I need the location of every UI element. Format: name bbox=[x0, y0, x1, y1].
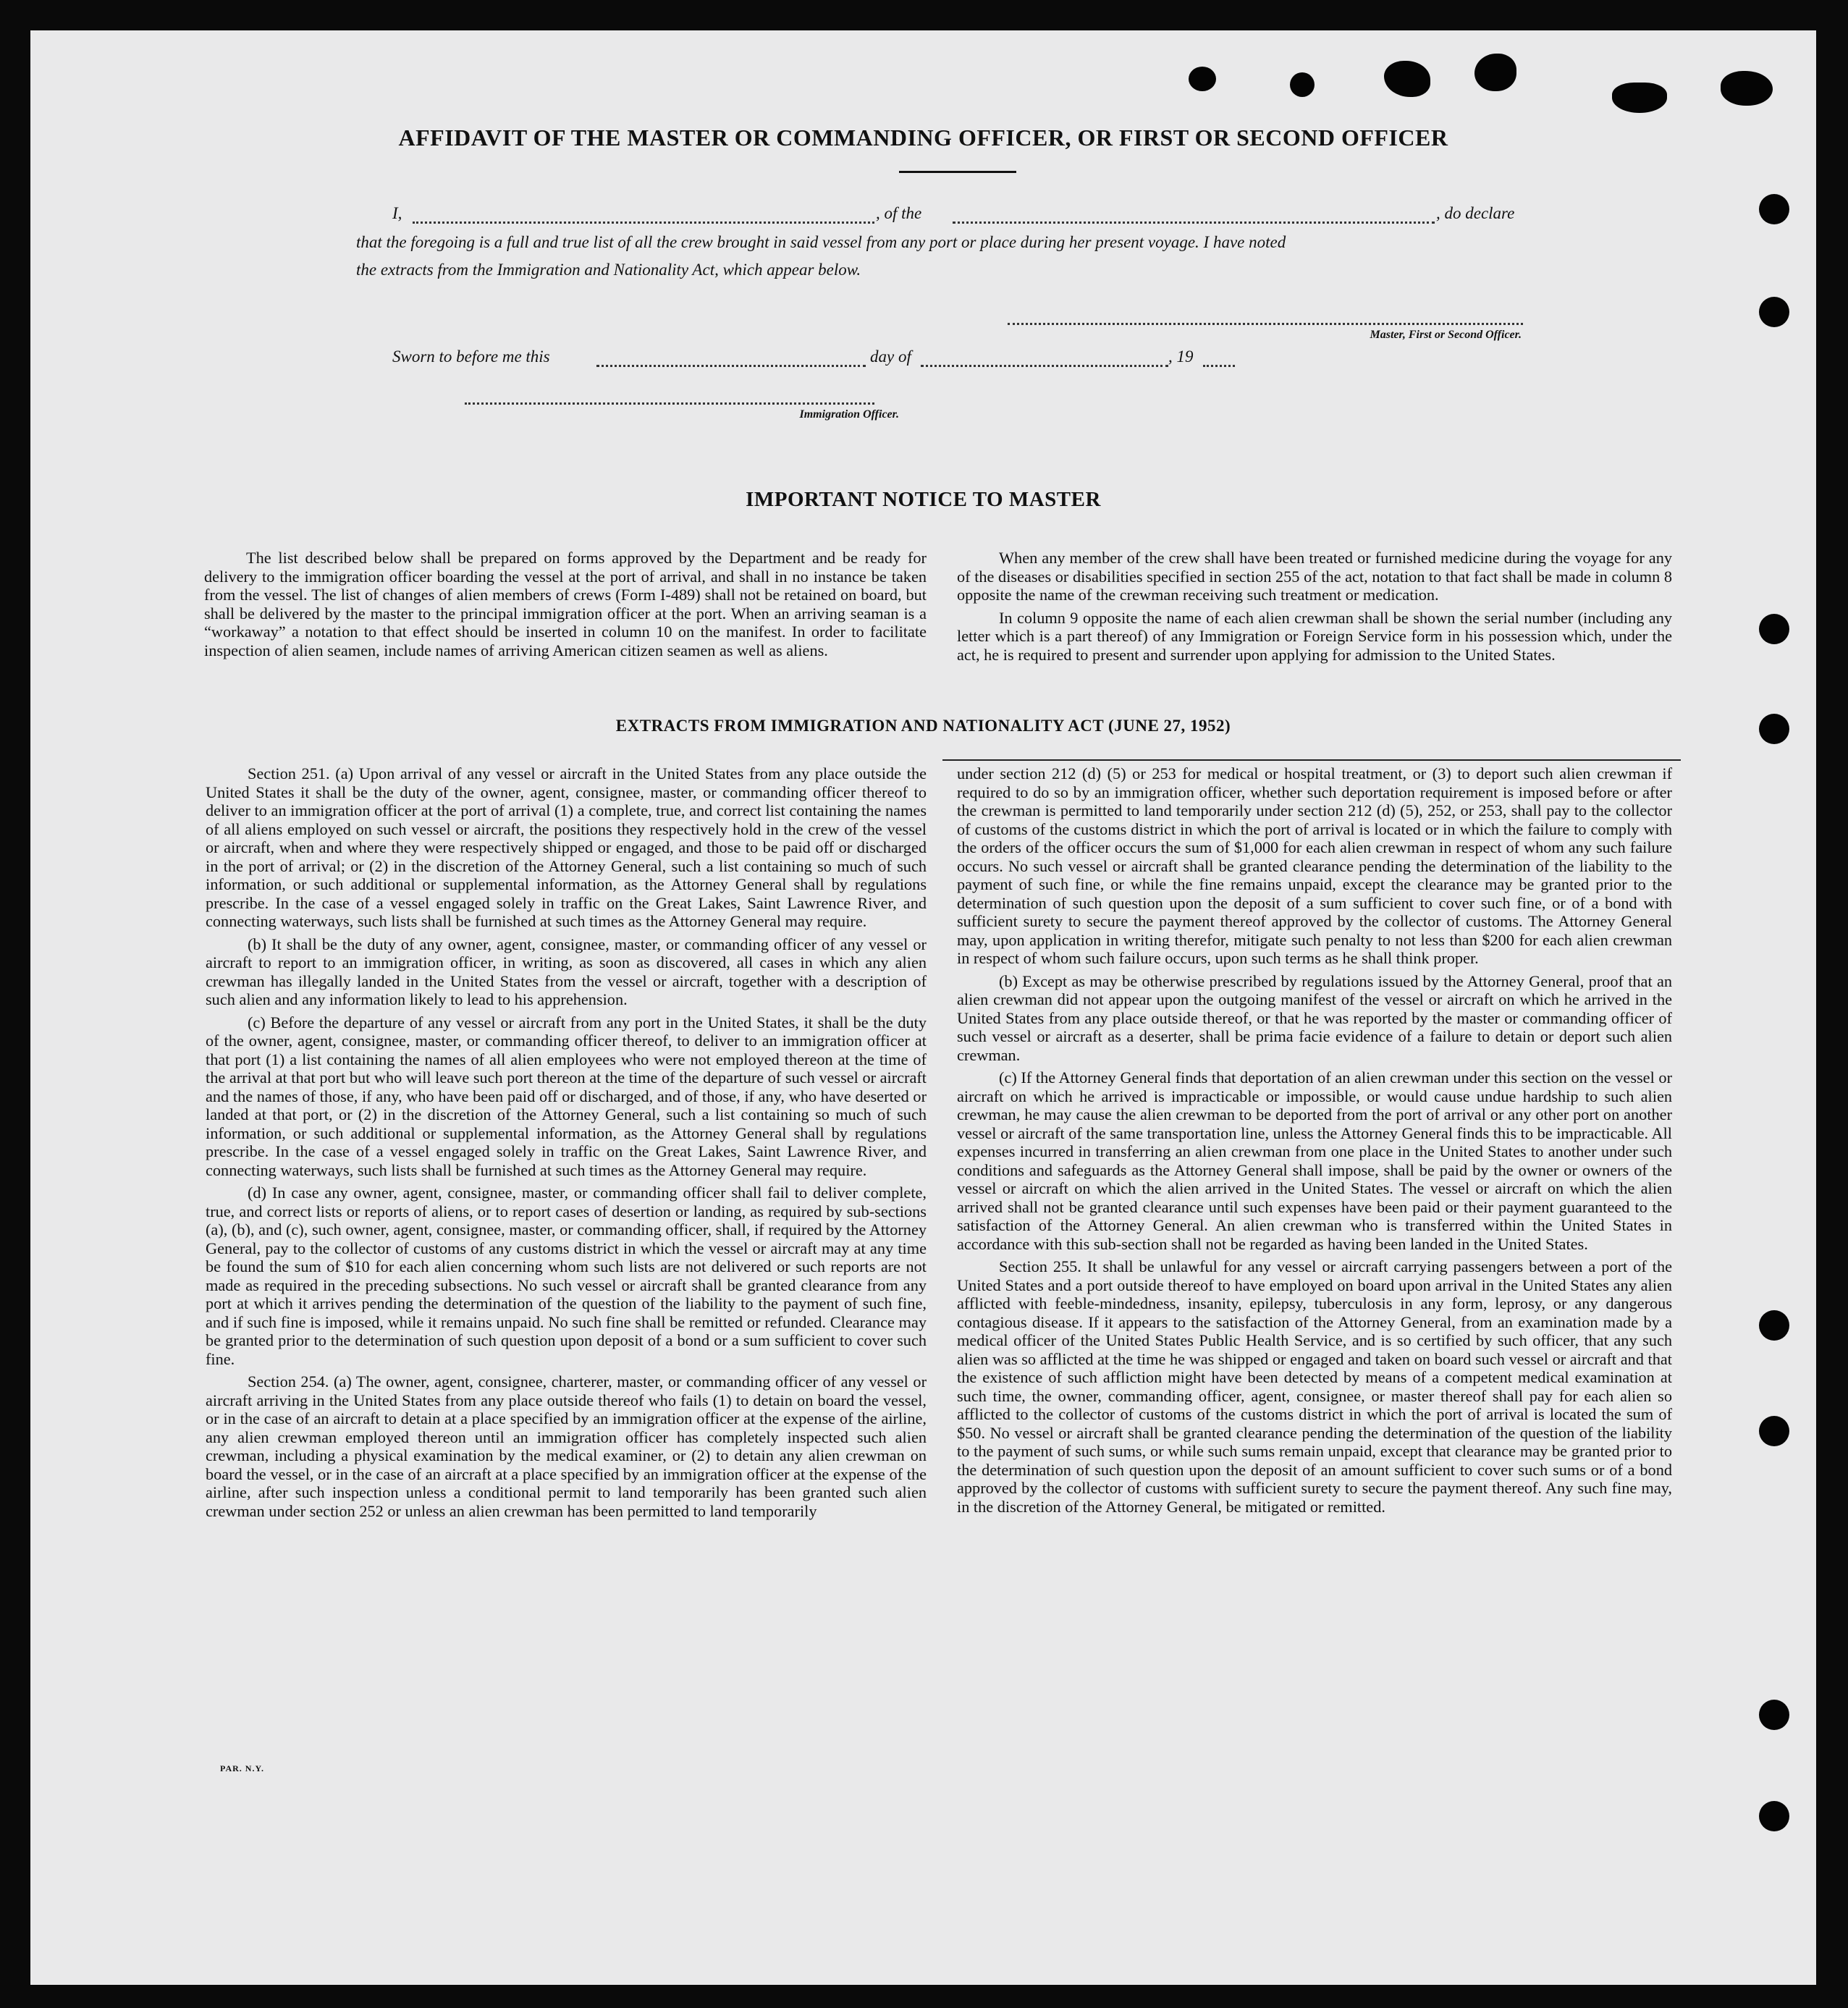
declaration-statement-line2: the extracts from the Immigration and Nationality Act, which appear below. bbox=[356, 261, 861, 279]
punch-hole-top-4 bbox=[1474, 54, 1516, 91]
day-of-label: day of bbox=[870, 347, 911, 366]
immigration-officer-caption: Immigration Officer. bbox=[799, 408, 899, 421]
punch-hole-right-8 bbox=[1759, 1801, 1789, 1831]
declaration-do-declare-label: , do declare bbox=[1436, 204, 1515, 222]
section-254-b: (b) Except as may be otherwise prescribed by regulations issued by the Attorney General, proof that an alien crewman did not appear upon the outgoing manifest of the vessel or aircraft on which he arrived in the United States from any place outside thereof, or that he was reported by the master or commanding officer of such vessel or aircraft as a deserter, shall be prima facie evidence of a failure to detain or deport such alien crewman. bbox=[957, 971, 1672, 1064]
year-label: , 19 bbox=[1168, 347, 1194, 366]
heading-rule bbox=[899, 171, 1016, 173]
notice-left-column bbox=[204, 549, 927, 664]
section-254-c: (c) If the Attorney General finds that deportation of an alien crewman under this section on the vessel or aircraft on which he arrived is impracticable or impossible, or would cause undue hardship to such alien crewman, he may cause the alien crewman to be deported from the port of arrival or any other port on another vessel or aircraft of the same transportation line, unless the Attorney General finds this to be impracticable. All expenses incurred in transferring an alien crewman from one place in the United States to another under such conditions and safeguards as the Attorney General shall impose, shall be paid by the owner or owners of the vessel or aircraft on which the alien arrived in the United States. The vessel or aircraft on which the alien arrived shall not be granted clearance until such expenses have been paid or their payment guaranteed to the satisfaction of the Attorney General. An alien crewman who is transferred within the United States in accordance with this sub-section shall not be regarded as having been landed in the United States. bbox=[957, 1068, 1672, 1253]
punch-hole-top-6 bbox=[1721, 71, 1773, 106]
section-255: Section 255. It shall be unlawful for any vessel or aircraft carrying passengers between a port of the United States and a port outside thereof to have employed on board upon arrival in the United States any alien afflicted with feeble-mindedness, insanity, epilepsy, tuberculosis in any form, leprosy, or any dangerous contagious disease. If it appears to the satisfaction of the Attorney General, from an examination made by a medical officer of the United States Public Health Service, and is so certified by such officer, that any such alien was so afflicted at the time he was shipped or engaged and taken on board such vessel or aircraft and that the existence of such affliction might have been detected by means of a competent medical examination at such time, the owner, commanding officer, agent, consignee, or master thereof shall pay for each alien so afflicted to the collector of customs of the customs district in which the port of arrival is located the sum of $50. No vessel or aircraft shall be granted clearance pending the determination of the question of the liability to the payment of such sums, or while such sums remain unpaid, except that clearance may be granted prior to the determination of such question upon the deposit of an amount sufficient to cover such sums or of a bond approved by the collector of customs with sufficient surety to secure the payment thereof. Any such fine may, in the discretion of the Attorney General, be mitigated or remitted. bbox=[957, 1257, 1672, 1516]
sworn-label: Sworn to before me this bbox=[392, 347, 550, 366]
section-251-a: Section 251. (a) Upon arrival of any vessel or aircraft in the United States from any place outside the United States it shall be the duty of the owner, agent, consignee, master, or commanding officer thereof to deliver to an immigration officer at the port of arrival (1) a complete, true, and correct list containing the names of all aliens employed on such vessel or aircraft, the positions they respectively hold in the crew of the vessel or aircraft, when and where they were respectively shipped or engaged, and those to be paid off or discharged in the port of arrival; or (2) in the discretion of the Attorney General, such a list containing so much of such information, or such additional or supplemental information, as the Attorney General shall by regulations prescribe. In the case of a vessel engaged solely in traffic on the Great Lakes, Saint Lawrence River, and connecting waterways, such lists shall be furnished at such times as the Attorney General may require. bbox=[206, 764, 927, 930]
name-field[interactable] bbox=[413, 222, 874, 224]
section-254-a-continued: under section 212 (d) (5) or 253 for medical or hospital treatment, or (3) to deport such alien crewman if required to do so by an immigration officer, whether such deportation requirement is imposed before or after the crewman is permitted to land temporarily under section 212 (d) (5), 252, or 253, shall pay to the collector of customs of the customs district in which the port of arrival is located or in which the failure to comply with the orders of the officer occurs the sum of $1,000 for each alien crewman in respect of whom any such failure occurs. No such vessel or aircraft shall be granted clearance pending the determination of the liability to the payment of such fine, or while the fine remains unpaid, except the clearance may be granted prior to the determination of such question upon the deposit of a sum sufficient to cover such fine, or of a bond with sufficient surety to secure the payment thereof approved by the collector of customs. The Attorney General may, upon application in writing therefor, mitigate such penalty to not less than $200 for each alien crewman in respect of whom such failure occurs, upon such terms as he shall think proper. bbox=[957, 764, 1672, 967]
sworn-day-field[interactable] bbox=[596, 365, 866, 367]
master-signature-caption: Master, First or Second Officer. bbox=[1370, 329, 1522, 341]
extracts-rule bbox=[942, 759, 1681, 761]
section-251-b: (b) It shall be the duty of any owner, agent, consignee, master, or commanding officer of any vessel or aircraft to report to an immigration officer, in writing, as soon as discovered, all cases in which any alien crewman has illegally landed in the United States from the vessel or aircraft, together with a description of such alien and any information likely to lead to his apprehension. bbox=[206, 935, 927, 1008]
punch-hole-right-3 bbox=[1759, 614, 1789, 644]
notice-right-column bbox=[957, 549, 1672, 668]
document-page bbox=[30, 30, 1816, 1985]
section-251-d: (d) In case any owner, agent, consignee, master, or commanding officer shall fail to deliver complete, true, and correct lists or reports of aliens, or to report cases of desertion or landing, as required by sub-sections (a), (b), and (c), such owner, agent, consignee, master, or commanding officer, shall, if required by the Attorney General, pay to the collector of customs of any customs district in which the vessel or aircraft may at any time be found the sum of $10 for each alien concerning whom such lists are not delivered or such reports are not made as required in the preceding subsections. No such vessel or aircraft shall be granted clearance from any port at which it arrives pending the determination of the question of the liability to the payment of such fine, and if such fine is imposed, while it remains unpaid. No such fine shall be remitted or refunded. Clearance may be granted prior to the determination of such question upon deposit of a bond or a sum sufficient to cover such fine. bbox=[206, 1184, 927, 1368]
extracts-left-column bbox=[206, 764, 927, 1524]
master-signature-field[interactable] bbox=[1008, 323, 1523, 325]
sworn-month-field[interactable] bbox=[921, 365, 1168, 367]
section-251-c: (c) Before the departure of any vessel or aircraft from any port in the United States, it shall be the duty of the owner, agent, consignee, master, or commanding officer thereof, to deliver to an immigration officer at that port (1) a list containing the names of all alien employees who were not employed thereon at the time of the arrival at that port but who will leave such port thereon at the time of the departure of such vessel or aircraft and the names of those, if any, who have been paid off or discharged, and of those, if any, who have deserted or landed at that port, or (2) in the discretion of the Attorney General, such a list containing so much of such information, or such additional or supplemental information, as the Attorney General shall by regulations prescribe. In the case of a vessel engaged solely in traffic on the Great Lakes, Saint Lawrence River, and connecting waterways, such lists shall be furnished at such times as the Attorney General may require. bbox=[206, 1013, 927, 1179]
section-254-a: Section 254. (a) The owner, agent, consignee, charterer, master, or commanding officer of any vessel or aircraft arriving in the United States from any place outside thereof who fails (1) to detain on board the vessel, or in the case of an aircraft to detain at a place specified by an immigration officer at the expense of the airline, any alien crewman employed thereon until an immigration officer has completely inspected such alien crewman, including a physical examination by the medical examiner, or (2) to detain any alien crewman on board the vessel, or in the case of an aircraft at a place specified by an immigration officer at the expense of the airline, after such inspection unless a conditional permit to land temporarily has been granted such alien crewman under section 252 or unless an alien crewman has been permitted to land temporarily bbox=[206, 1372, 927, 1520]
affidavit-heading: AFFIDAVIT OF THE MASTER OR COMMANDING OFFICER, OR FIRST OR SECOND OFFICER bbox=[398, 125, 1448, 151]
punch-hole-top-2 bbox=[1290, 72, 1315, 97]
punch-hole-right-1 bbox=[1759, 194, 1789, 224]
immigration-officer-signature-field[interactable] bbox=[465, 402, 874, 405]
notice-right-paragraph-1: When any member of the crew shall have been treated or furnished medicine during the voyage for any of the diseases or disabilities specified in section 255 of the act, notation to that fact shall be made in column 8 opposite the name of the crewman receiving such treatment or medication. bbox=[957, 549, 1672, 604]
sworn-year-field[interactable] bbox=[1203, 365, 1235, 367]
vessel-field[interactable] bbox=[953, 222, 1435, 224]
punch-hole-right-6 bbox=[1759, 1416, 1789, 1446]
declaration-of-the-label: , of the bbox=[876, 204, 922, 222]
punch-hole-right-5 bbox=[1759, 1310, 1789, 1341]
extracts-right-column bbox=[957, 764, 1672, 1520]
punch-hole-top-3 bbox=[1384, 61, 1430, 97]
declaration-i-label: I, bbox=[392, 204, 402, 222]
punch-hole-right-7 bbox=[1759, 1700, 1789, 1730]
printer-mark: PAR. N.Y. bbox=[220, 1763, 265, 1773]
notice-left-paragraph: The list described below shall be prepared on forms approved by the Department and be ready for delivery to the immigration officer boarding the vessel at the port of arrival, and shall in no instance be taken from the vessel. The list of changes of alien members of crews (Form I-489) shall not be retained on board, but shall be delivered by the master to the principal immigration officer at the port. When an arriving seaman is a “workaway” a notation to that effect should be inserted in column 10 on the manifest. In order to facilitate inspection of alien seamen, include names of arriving American citizen seamen as well as aliens. bbox=[204, 549, 927, 659]
notice-right-paragraph-2: In column 9 opposite the name of each alien crewman shall be shown the serial number (including any letter which is a part thereof) of any Immigration or Foreign Service form in his possession which, under the act, he is required to present and surrender upon applying for admission to the United States. bbox=[957, 608, 1672, 664]
extracts-heading: EXTRACTS FROM IMMIGRATION AND NATIONALITY ACT (JUNE 27, 1952) bbox=[615, 717, 1231, 735]
punch-hole-top-5 bbox=[1612, 83, 1667, 113]
notice-heading: IMPORTANT NOTICE TO MASTER bbox=[746, 488, 1101, 511]
punch-hole-right-2 bbox=[1759, 297, 1789, 327]
declaration-statement-line1: that the foregoing is a full and true list of all the crew brought in said vessel from any port or place during her present voyage. I have noted bbox=[356, 233, 1286, 251]
punch-hole-top-1 bbox=[1189, 67, 1216, 91]
